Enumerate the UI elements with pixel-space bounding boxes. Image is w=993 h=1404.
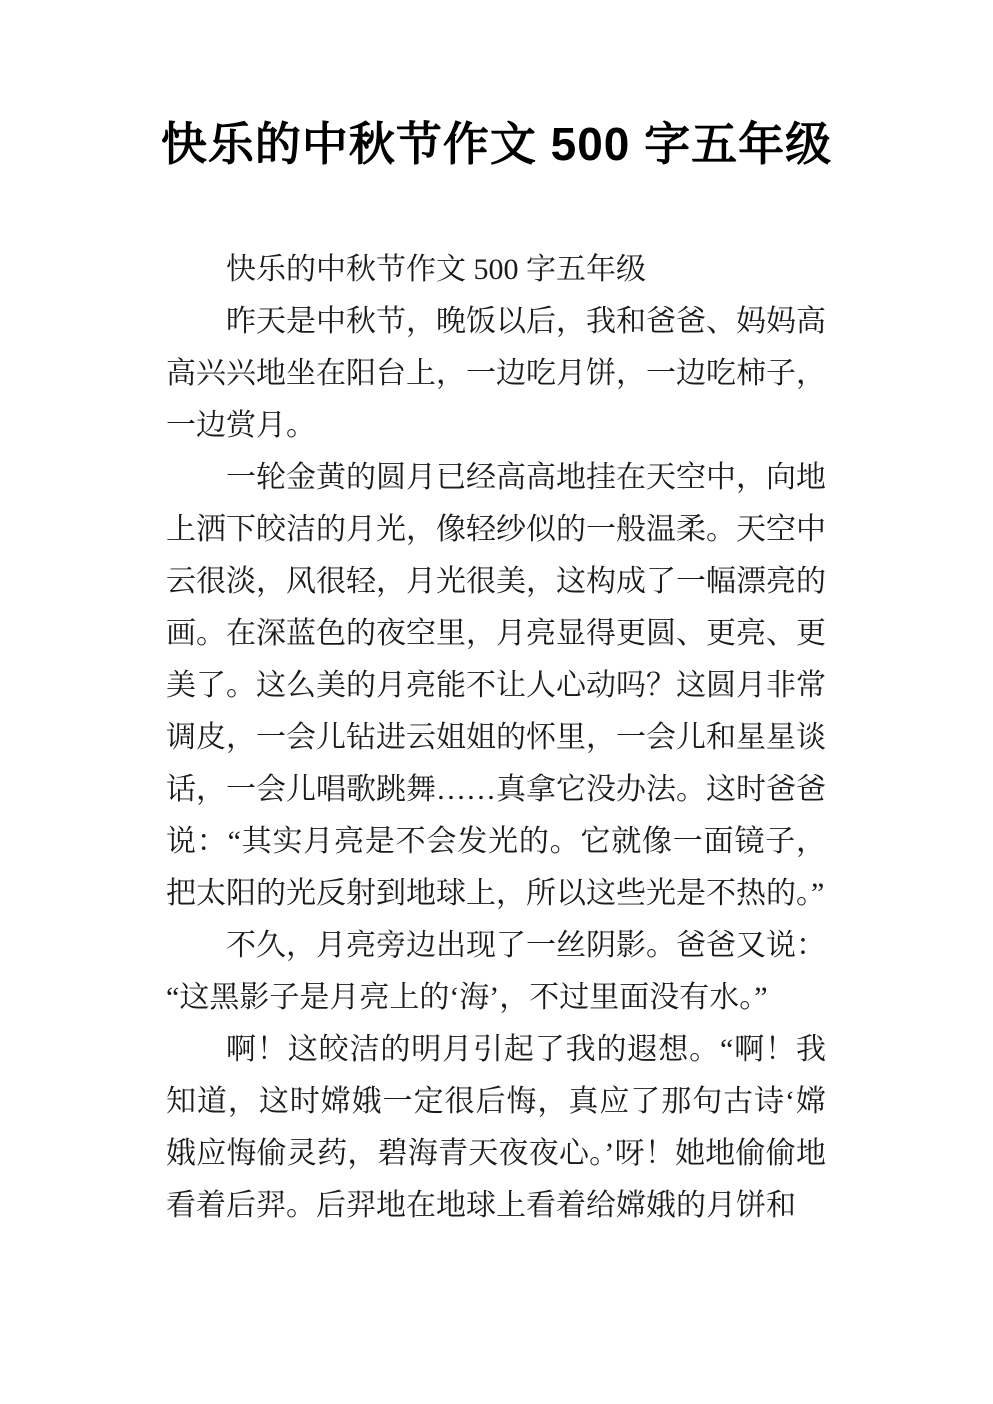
- paragraph-heading: 快乐的中秋节作文 500 字五年级: [226, 253, 646, 286]
- paragraph: 不久，月亮旁边出现了一丝阴影。爸爸又说：“这黑影子是月亮上的‘海’，不过里面没有水。”: [166, 929, 826, 1014]
- paragraph: 啊！这皎洁的明月引起了我的遐想。“啊！我知道，这时嫦娥一定很后悔，真应了那句古诗‘嫦娥应悔偷灵药，碧海青天夜夜心。’呀！她地偷偷地看着后羿。后羿地在地球上看着给嫦娥的月饼和: [166, 1033, 826, 1222]
- paragraph: 昨天是中秋节，晚饭以后，我和爸爸、妈妈高高兴兴地坐在阳台上，一边吃月饼，一边吃柿子，一边赏月。: [166, 305, 826, 442]
- paragraph: 一轮金黄的圆月已经高高地挂在天空中，向地上洒下皎洁的月光，像轻纱似的一般温柔。天空中云很淡，风很轻，月光很美，这构成了一幅漂亮的画。在深蓝色的夜空里，月亮显得更圆、更亮、更美了。这么美的月亮能不让人心动吗？这圆月非常调皮，一会儿钻进云姐姐的怀里，一会儿和星星谈话，一会儿唱歌跳舞……真拿它没办法。这时爸爸说：“其实月亮是不会发光的。它就像一面镜子，把太阳的光反射到地球上，所以这些光是不热的。”: [166, 461, 826, 910]
- document-body: [166, 244, 826, 1232]
- document-title: 快乐的中秋节作文 500 字五年级: [160, 118, 833, 170]
